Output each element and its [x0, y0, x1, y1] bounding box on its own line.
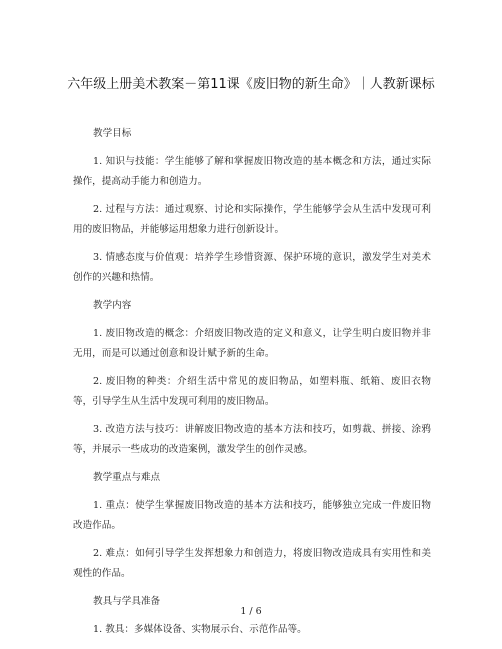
section-heading-objectives: 教学目标 [93, 128, 132, 139]
section-heading-materials: 教具与学具准备 [93, 596, 161, 607]
objectives-item-3: 3. 情感态度与价值观：培养学生珍惜资源、保护环境的意识，激发学生对美术创作的兴趣和热情。 [73, 252, 431, 283]
content-item-3: 3. 改造方法与技巧：讲解废旧物改造的基本方法和技巧，如剪裁、拼接、涂鸦等，并展示一些成功的改造案例，激发学生的创作灵感。 [73, 424, 431, 455]
key-points-item-2: 2. 难点：如何引导学生发挥想象力和创造力，将废旧物改造成具有实用性和美观性的作品。 [73, 548, 431, 579]
section-heading-key-points: 教学重点与难点 [93, 472, 161, 483]
document-body [73, 124, 431, 648]
page-number: 1 / 6 [240, 606, 262, 617]
section-heading-content: 教学内容 [93, 300, 132, 311]
materials-item-1: 1. 教具：多媒体设备、实物展示台、示范作品等。 [93, 624, 307, 635]
content-item-1: 1. 废旧物改造的概念：介绍废旧物改造的定义和意义，让学生明白废旧物并非无用，而是可以通过创意和设计赋予新的生命。 [73, 328, 431, 359]
content-item-2: 2. 废旧物的种类：介绍生活中常见的废旧物品，如塑料瓶、纸箱、废旧衣物等，引导学生从生活中发现可利用的废旧物品。 [73, 376, 431, 407]
key-points-item-1: 1. 重点：使学生掌握废旧物改造的基本方法和技巧，能够独立完成一件废旧物改造作品。 [73, 500, 431, 531]
objectives-item-2: 2. 过程与方法：通过观察、讨论和实际操作，学生能够学会从生活中发现可利用的废旧物品，并能够运用想象力进行创新设计。 [73, 204, 431, 235]
objectives-item-1: 1. 知识与技能：学生能够了解和掌握废旧物改造的基本概念和方法，通过实际操作，提高动手能力和创造力。 [73, 156, 431, 187]
document-title: 六年级上册美术教案－第11课《废旧物的新生命》｜人教新课标 [67, 77, 435, 92]
